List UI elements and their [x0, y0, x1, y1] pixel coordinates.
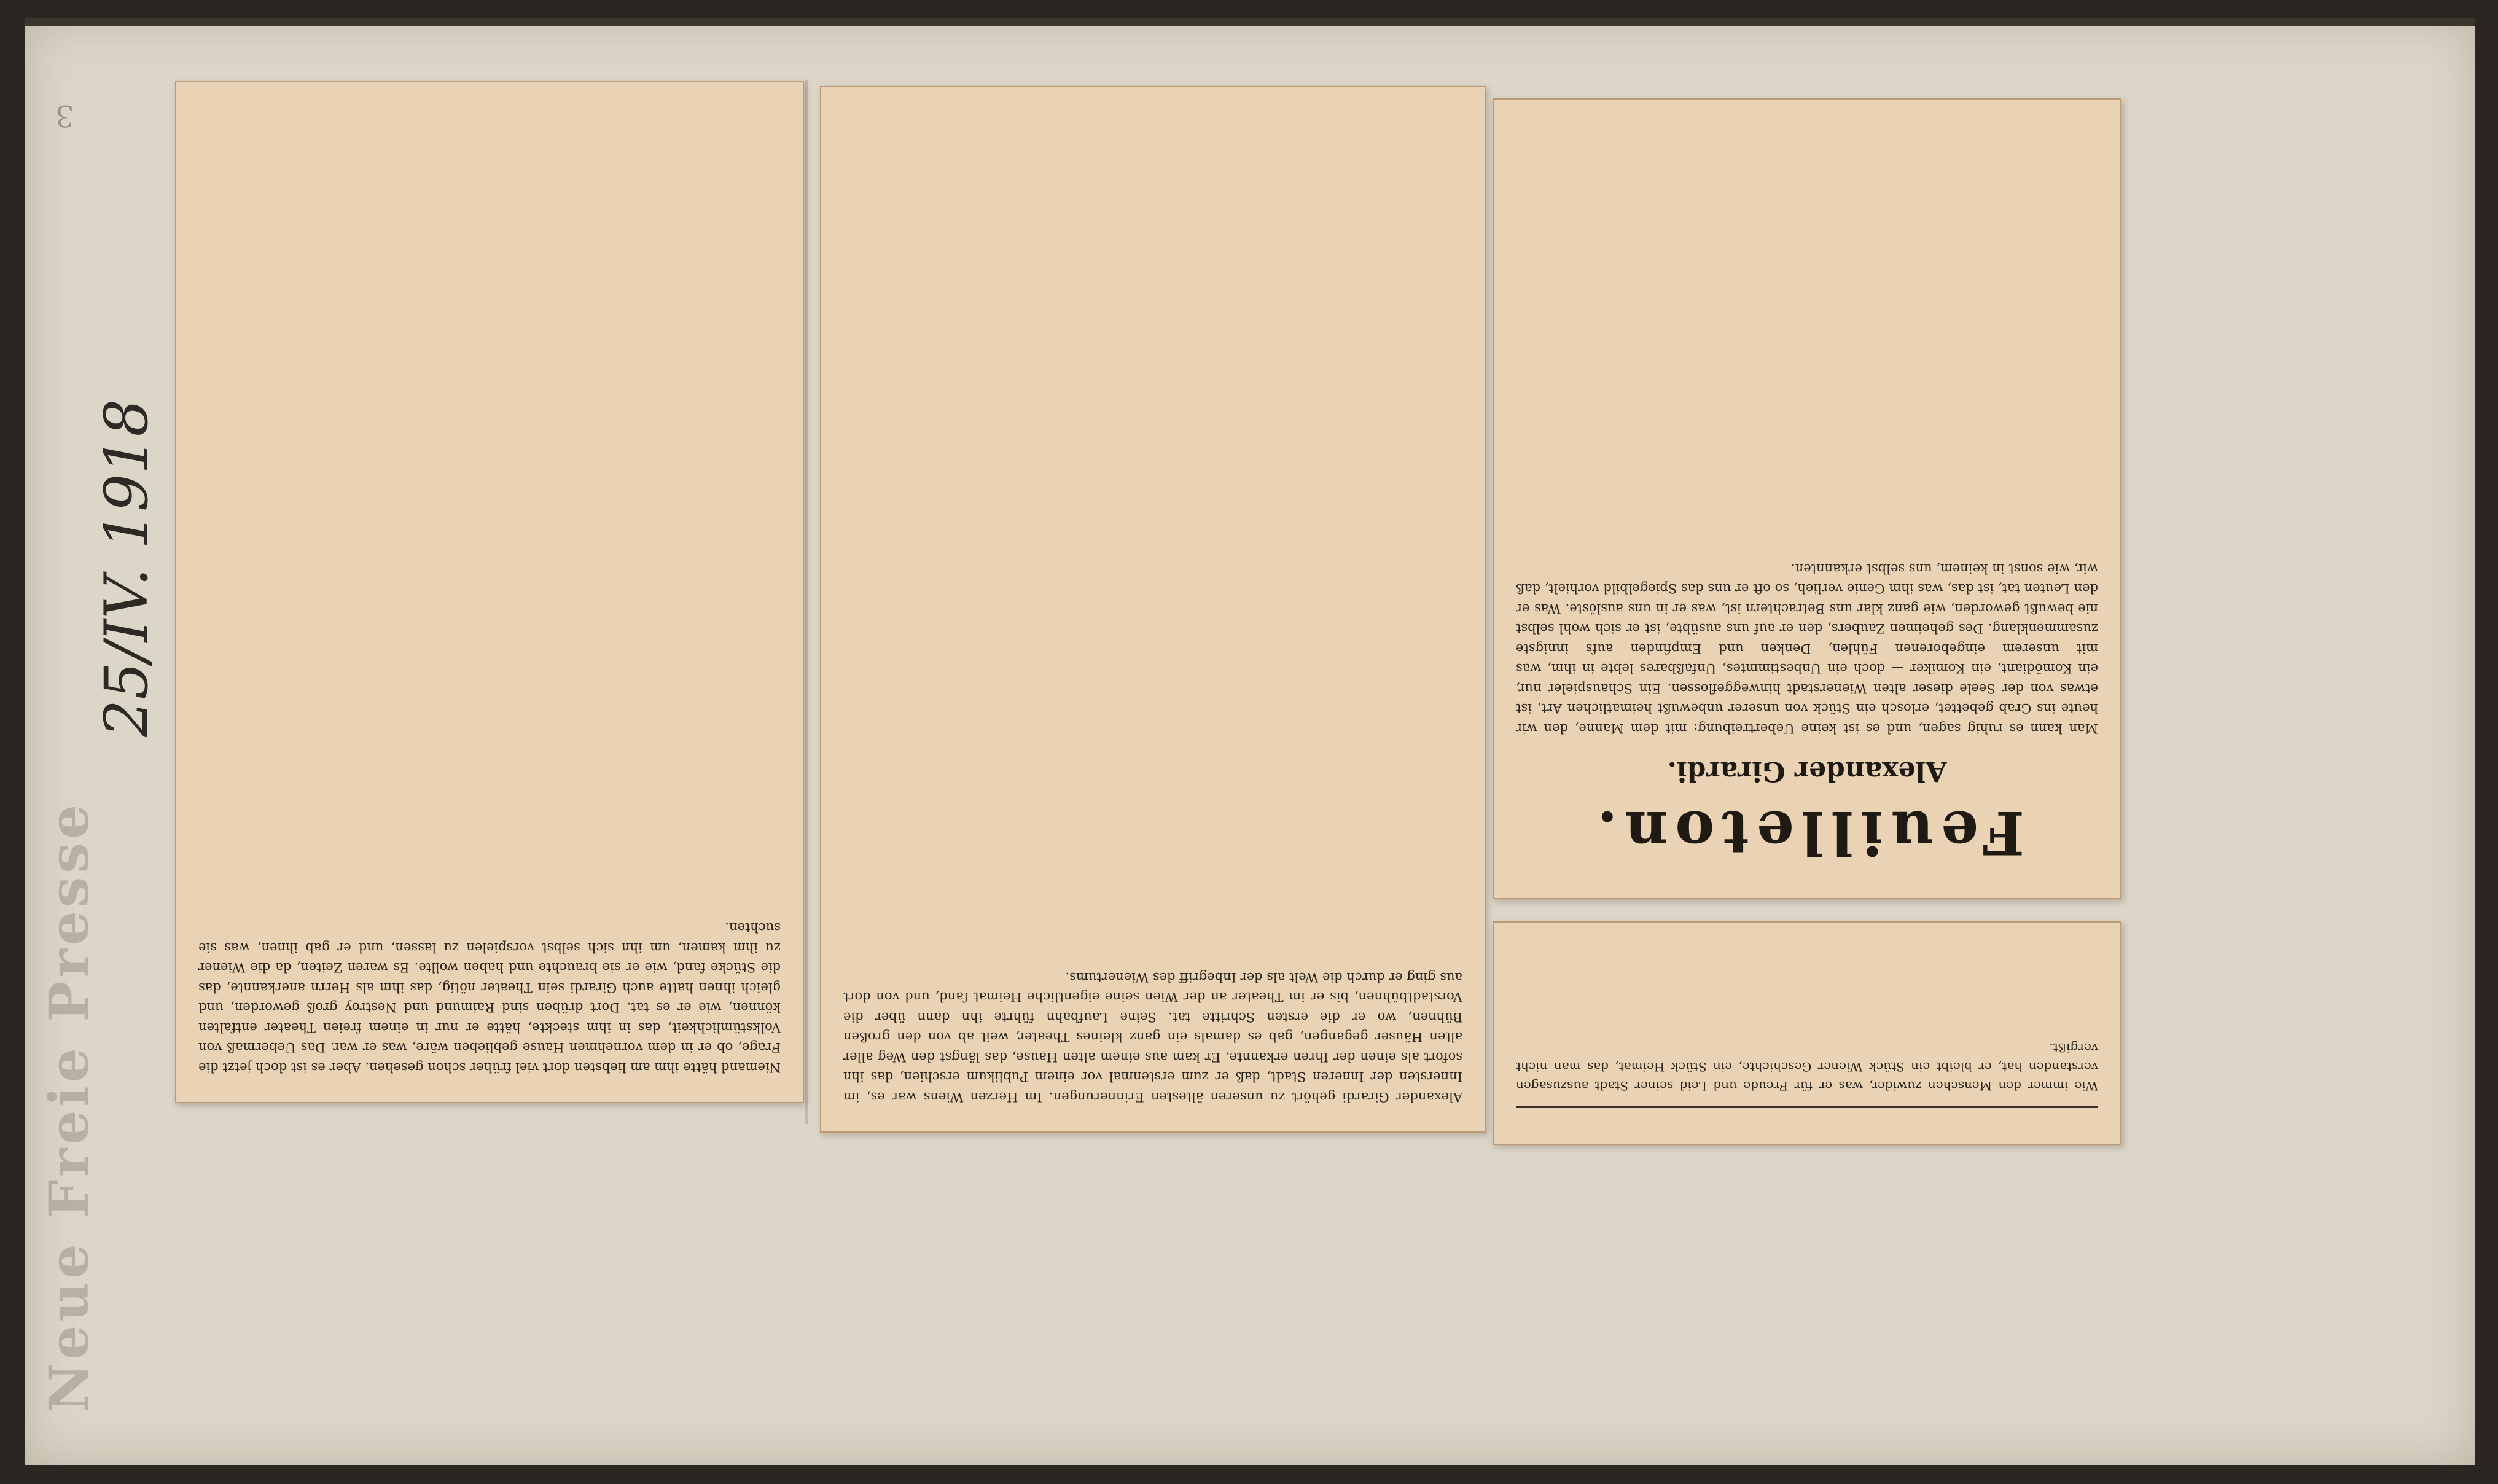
divider-rule — [1516, 1106, 2098, 1108]
right-column-text: Man kann es ruhig sagen, und es ist keine Uebertreibung: mit dem Manne, den wir heute ins Grab gebettet, erlosch ein Stück von unserer unbewußt heimatlichen Art, ist etwas von der Seele dieser alten Wienerstadt hinweggeflossen. Ein Schauspieler nur, ein Komödiant, ein Komiker — doch ein Unbestimmtes, Unfaßbares lebte in ihm, was mit unserem eingeborenen Fühlen, Denken und Empfinden aufs innigste zusammenklang. Des geheimen Zaubers, den er auf uns ausübte, ist er sich wohl selbst nie bewußt geworden, wie ganz klar uns Betrachtern ist, was er in uns auslöste. Was er den Leuten tat, ist das, was ihm Genie verlieh, so oft er uns das Spiegelbild vorhielt, daß wir, wie sonst in keinem, uns selbst erkannten. — [1516, 561, 2098, 736]
clipping-right-bottom-inner — [1494, 923, 2120, 1144]
clipping-right-bottom — [1493, 921, 2121, 1145]
clipping-left-inner — [176, 82, 803, 1102]
clipping-right-top — [1493, 98, 2121, 899]
board-edge — [25, 18, 2475, 26]
clipping-left-column — [175, 81, 804, 1103]
pencil-mark: 3 — [55, 98, 74, 133]
right-bottom-text: Wie immer den Menschen zuwider, was er für Freude und Leid seiner Stadt auszusagen verstanden hat, er bleibt ein Stück Wiener Geschichte, ein Stück Heimat, das man nicht vergißt. — [1516, 1041, 2098, 1093]
left-column-text: Niemand hätte ihm am liebsten dort viel früher schon gesehen. Aber es ist doch jetzt die Frage, ob er in dem vornehmen Hause geblieben wäre, was er war. Das Uebermaß von Volkstümlichkeit, das in ihm steckte, hätte er nur in einem freien Theater entfalten können, wie er es tat. Dort drüben sind Raimund und Nestroy groß geworden, und gleich ihnen hatte auch Girardi sein Theater nötig, das ihm als Herrn anerkannte, das die Stücke fand, wie er sie brauchte und haben wollte. Es waren Zeiten, da die Wiener zu ihm kamen, um ihn sich selbst vorspielen zu lassen, und er gab ihnen, was sie suchten. — [198, 920, 781, 1075]
section-heading: Feuilleton. — [1590, 798, 2024, 867]
handwritten-date: 25/IV. 1918 — [92, 399, 161, 737]
fold-line — [805, 80, 808, 1124]
clipping-middle-inner — [821, 87, 1485, 1131]
clipping-right-top-inner — [1494, 100, 2120, 898]
newspaper-stamp: Neue Freie Presse — [37, 801, 101, 1413]
author-heading: Alexander Girardi. — [1667, 756, 1947, 787]
clipping-middle-column — [820, 86, 1486, 1133]
middle-column-text: Alexander Girardi gehört zu unseren ältesten Erinnerungen. Im Herzen Wiens war es, im Innersten der Inneren Stadt, daß er zum erstenmal vor einem Publikum erschien, das ihn sofort als einen der Ihren erkannte. Er kam aus einem alten Hause, das längst den Weg aller alten Häuser gegangen, gab es damals ein ganz kleines Theater, weit ab von den großen Bühnen, wo er die ersten Schritte tat. Seine Laufbahn führte ihn dann über die Vorstadtbühnen, bis er im Theater an der Wien seine eigentliche Heimat fand, und von dort aus ging er durch die Welt als der Inbegriff des Wienertums. — [843, 969, 1462, 1104]
